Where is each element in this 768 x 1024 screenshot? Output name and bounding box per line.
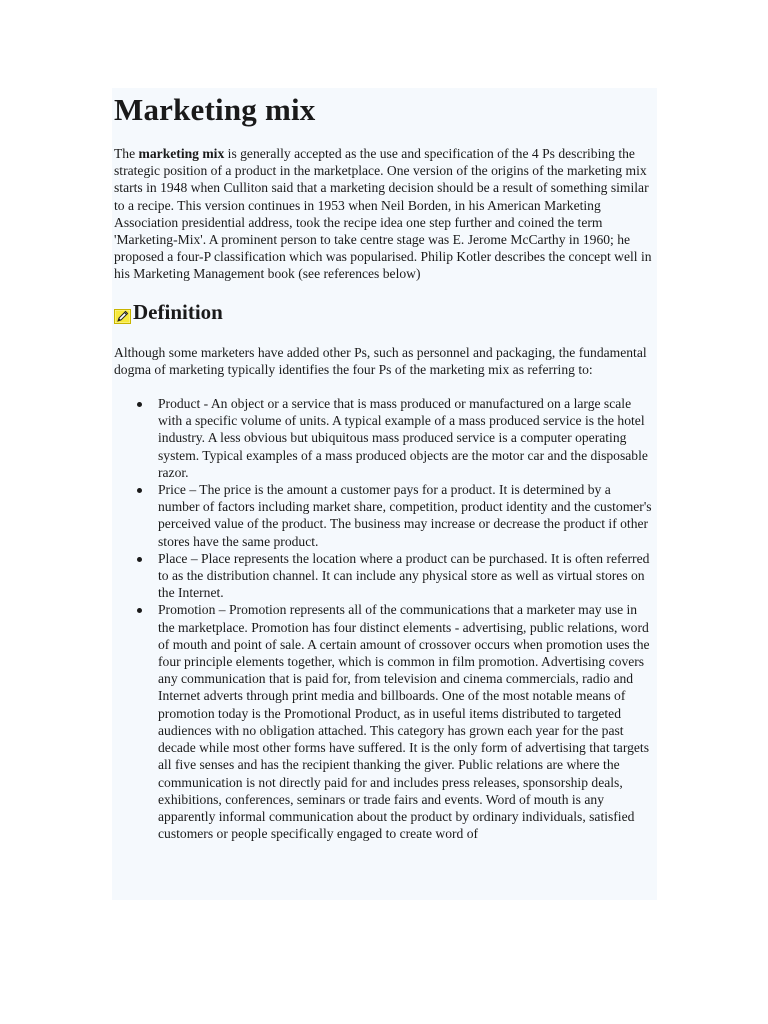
- intro-rest: is generally accepted as the use and specification of the 4 Ps describing the strategic position of a product in the marketplace. One version of the origins of the marketing mix starts in 1948 when Culliton said that a marketing decision should be a result of something similar to a recipe. This version continues in 1953 when Neil Borden, in his American Marketing Association presidential address, took the recipe idea one step further and coined the term 'Marketing-Mix'. A prominent person to take centre stage was E. Jerome McCarthy in 1960; he proposed a four-P classification which was popularised. Philip Kotler describes the concept well in his Marketing Management book (see references below): [114, 146, 652, 282]
- section-heading-text: Definition: [133, 299, 223, 324]
- edit-icon[interactable]: [114, 305, 131, 320]
- intro-paragraph: [114, 145, 655, 283]
- four-ps-list: [114, 395, 655, 842]
- list-item-price: Price – The price is the amount a customer pays for a product. It is determined by a number of factors including market share, competition, product identity and the customer's perceived value of the product. The business may increase or decrease the product if other stores have the same product.: [158, 481, 655, 550]
- intro-bold-term: marketing mix: [138, 146, 225, 161]
- intro-lead: The: [114, 146, 139, 161]
- section-heading: [114, 300, 655, 324]
- article-content: [112, 88, 657, 900]
- list-item-promotion: Promotion – Promotion represents all of the communications that a marketer may use in the marketplace. Promotion has four distinct elements - advertising, public relations, word of mouth and point of sale. A certain amount of crossover occurs when promotion uses the four principle elements together, which is common in film promotion. Advertising covers any communication that is paid for, from television and cinema commercials, radio and Internet adverts through print media and billboards. One of the most notable means of promotion today is the Promotional Product, as in useful items distributed to targeted audiences with no obligation attached. This category has grown each year for the past decade while most other forms have suffered. It is the only form of advertising that targets all five senses and has the recipient thanking the giver. Public relations are where the communication is not directly paid for and includes press releases, sponsorship deals, exhibitions, conferences, seminars or trade fairs and events. Word of mouth is any apparently informal communication about the product by ordinary individuals, satisfied customers or people specifically engaged to create word of: [158, 601, 655, 842]
- list-item-product: Product - An object or a service that is mass produced or manufactured on a large scale with a specific volume of units. A typical example of a mass produced service is the hotel industry. A less obvious but ubiquitous mass produced service is a computer operating system. Typical examples of a mass produced objects are the motor car and the disposable razor.: [158, 395, 655, 481]
- definition-paragraph: Although some marketers have added other Ps, such as personnel and packaging, the fundamental dogma of marketing typically identifies the four Ps of the marketing mix as referring to:: [114, 344, 647, 377]
- list-item-place: Place – Place represents the location where a product can be purchased. It is often referred to as the distribution channel. It can include any physical store as well as virtual stores on the Internet.: [158, 550, 655, 602]
- page-title: Marketing mix: [114, 92, 316, 127]
